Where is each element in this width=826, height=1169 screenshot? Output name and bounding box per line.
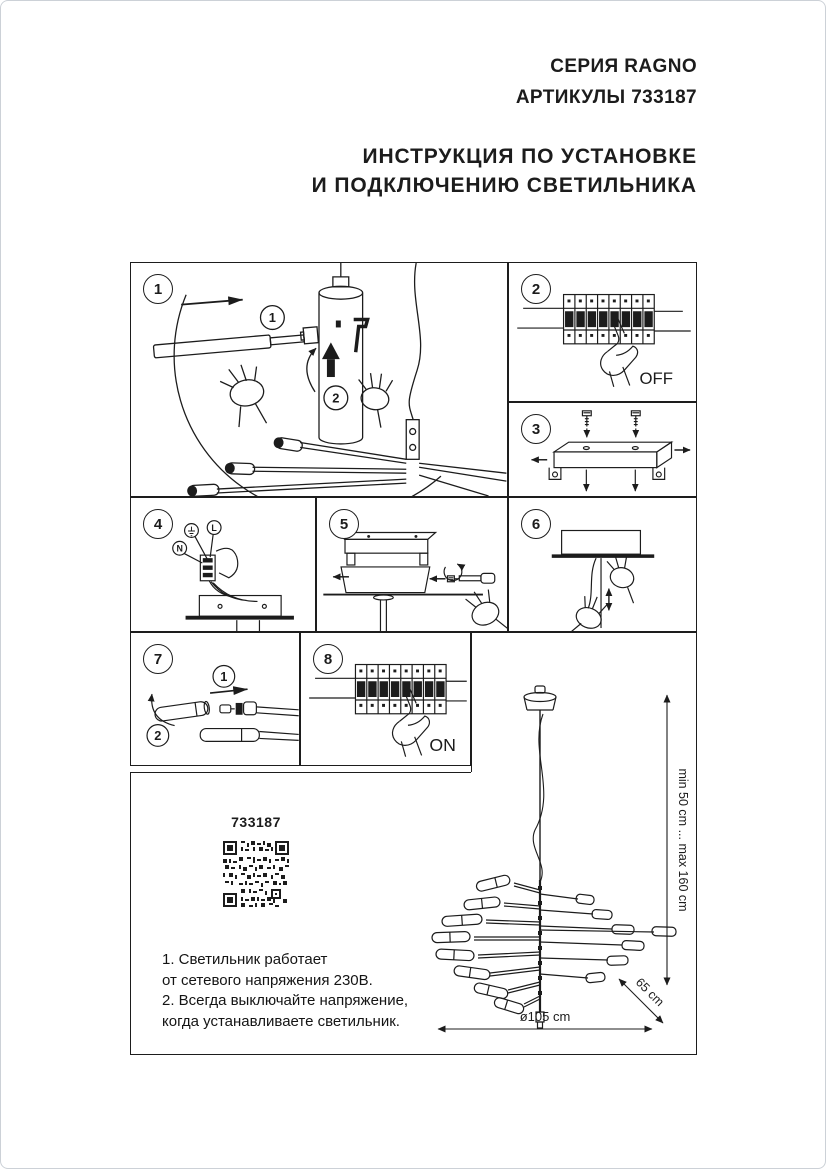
panel-3-number: 3 [521, 414, 551, 444]
panel-1-diagram [131, 263, 507, 496]
power-cord [409, 263, 420, 420]
panel-1-number: 1 [143, 274, 173, 304]
panel-10-top-border [130, 772, 471, 773]
rotate-arrow-icon [307, 348, 316, 392]
screw-icon [631, 411, 640, 437]
pointing-hand-icon [390, 687, 433, 758]
up-arrow-icon [322, 342, 340, 377]
note-line: от сетевого напряжения 230В. [162, 971, 373, 989]
svg-text:2: 2 [332, 390, 340, 406]
panel-5-number: 5 [329, 509, 359, 539]
power-wire [533, 714, 544, 882]
panel-2-number: 2 [521, 274, 551, 304]
svg-text:1: 1 [268, 309, 276, 325]
radial-rods [187, 437, 507, 496]
panel-1 [130, 262, 508, 497]
bayonet-slot [354, 320, 368, 353]
screw-icon [582, 411, 591, 437]
height-dimension [667, 695, 690, 985]
wire-label-n [173, 541, 187, 555]
panel-7-number: 7 [143, 644, 173, 674]
ceiling-canopy [524, 686, 556, 710]
panel-7 [130, 632, 300, 766]
hand-icon [352, 371, 393, 429]
panel-6-number: 6 [521, 509, 551, 539]
panel-3 [508, 402, 697, 497]
hub [406, 420, 419, 460]
svg-text:L: L [211, 523, 217, 534]
depth-dimension [619, 975, 667, 1023]
svg-text:2: 2 [154, 727, 162, 743]
article-title: АРТИКУЛЫ 733187 [515, 87, 697, 108]
note-line: 2. Всегда выключайте напряжение, [162, 992, 409, 1009]
depth-label: 65 cm [632, 975, 667, 1010]
panel-2 [508, 262, 697, 402]
terminal-cover [216, 548, 238, 577]
step-2-marker [147, 725, 169, 747]
panel-5 [316, 497, 508, 632]
terminal-block [200, 548, 237, 580]
notes [162, 950, 408, 1032]
lamp-tube [200, 729, 299, 742]
on-label: ON [429, 735, 456, 756]
height-range-label: min 50 cm ... max 160 cm [676, 768, 690, 912]
lamp-dimensions-diagram [430, 640, 697, 1052]
qr-article-label: 733187 [231, 814, 281, 830]
connector [220, 702, 299, 716]
mounting-bracket [549, 442, 671, 479]
canopy-cup [341, 567, 430, 593]
qr-code [223, 841, 289, 907]
canopy-box [562, 531, 641, 555]
series-title: СЕРИЯ RAGNO [550, 56, 697, 77]
step-1-marker [261, 306, 285, 330]
svg-text:N: N [176, 543, 183, 554]
screwdriver-icon [459, 573, 494, 583]
lamp-arms [432, 874, 676, 1015]
lamp-tube [154, 701, 210, 722]
header [312, 56, 697, 198]
insert-arrow-icon [210, 689, 247, 693]
instruction-line-2: И ПОДКЛЮЧЕНИЮ СВЕТИЛЬНИКА [311, 174, 697, 197]
note-line: когда устанавливаете светильник. [162, 1012, 400, 1030]
step-2-marker [324, 386, 348, 410]
step-1-marker [213, 666, 235, 688]
panel-4-number: 4 [143, 509, 173, 539]
off-label: OFF [639, 369, 673, 389]
diameter-label: ø105 cm [519, 1009, 571, 1024]
instruction-line-1: ИНСТРУКЦИЯ ПО УСТАНОВКЕ [362, 145, 697, 168]
earth-icon [185, 524, 199, 538]
ceiling-canopy [186, 596, 294, 631]
pointing-hand-icon [598, 318, 641, 389]
wire [588, 558, 596, 608]
hand-icon [218, 361, 271, 431]
mounting-plate [345, 532, 436, 565]
wire-label-l [207, 521, 221, 535]
panel-4 [130, 497, 316, 632]
rotation-arc [174, 295, 441, 496]
hand-icon [568, 592, 609, 631]
wires [209, 581, 257, 602]
note-line: 1. Светильник работает [162, 951, 328, 968]
panel-6 [508, 497, 697, 632]
hand-icon [463, 585, 507, 631]
insert-arrow-icon [181, 300, 242, 305]
hand-icon [598, 553, 644, 603]
rod [153, 327, 318, 358]
diameter-dimension [438, 1009, 652, 1029]
panel-8-number: 8 [313, 644, 343, 674]
svg-text:1: 1 [220, 668, 228, 684]
